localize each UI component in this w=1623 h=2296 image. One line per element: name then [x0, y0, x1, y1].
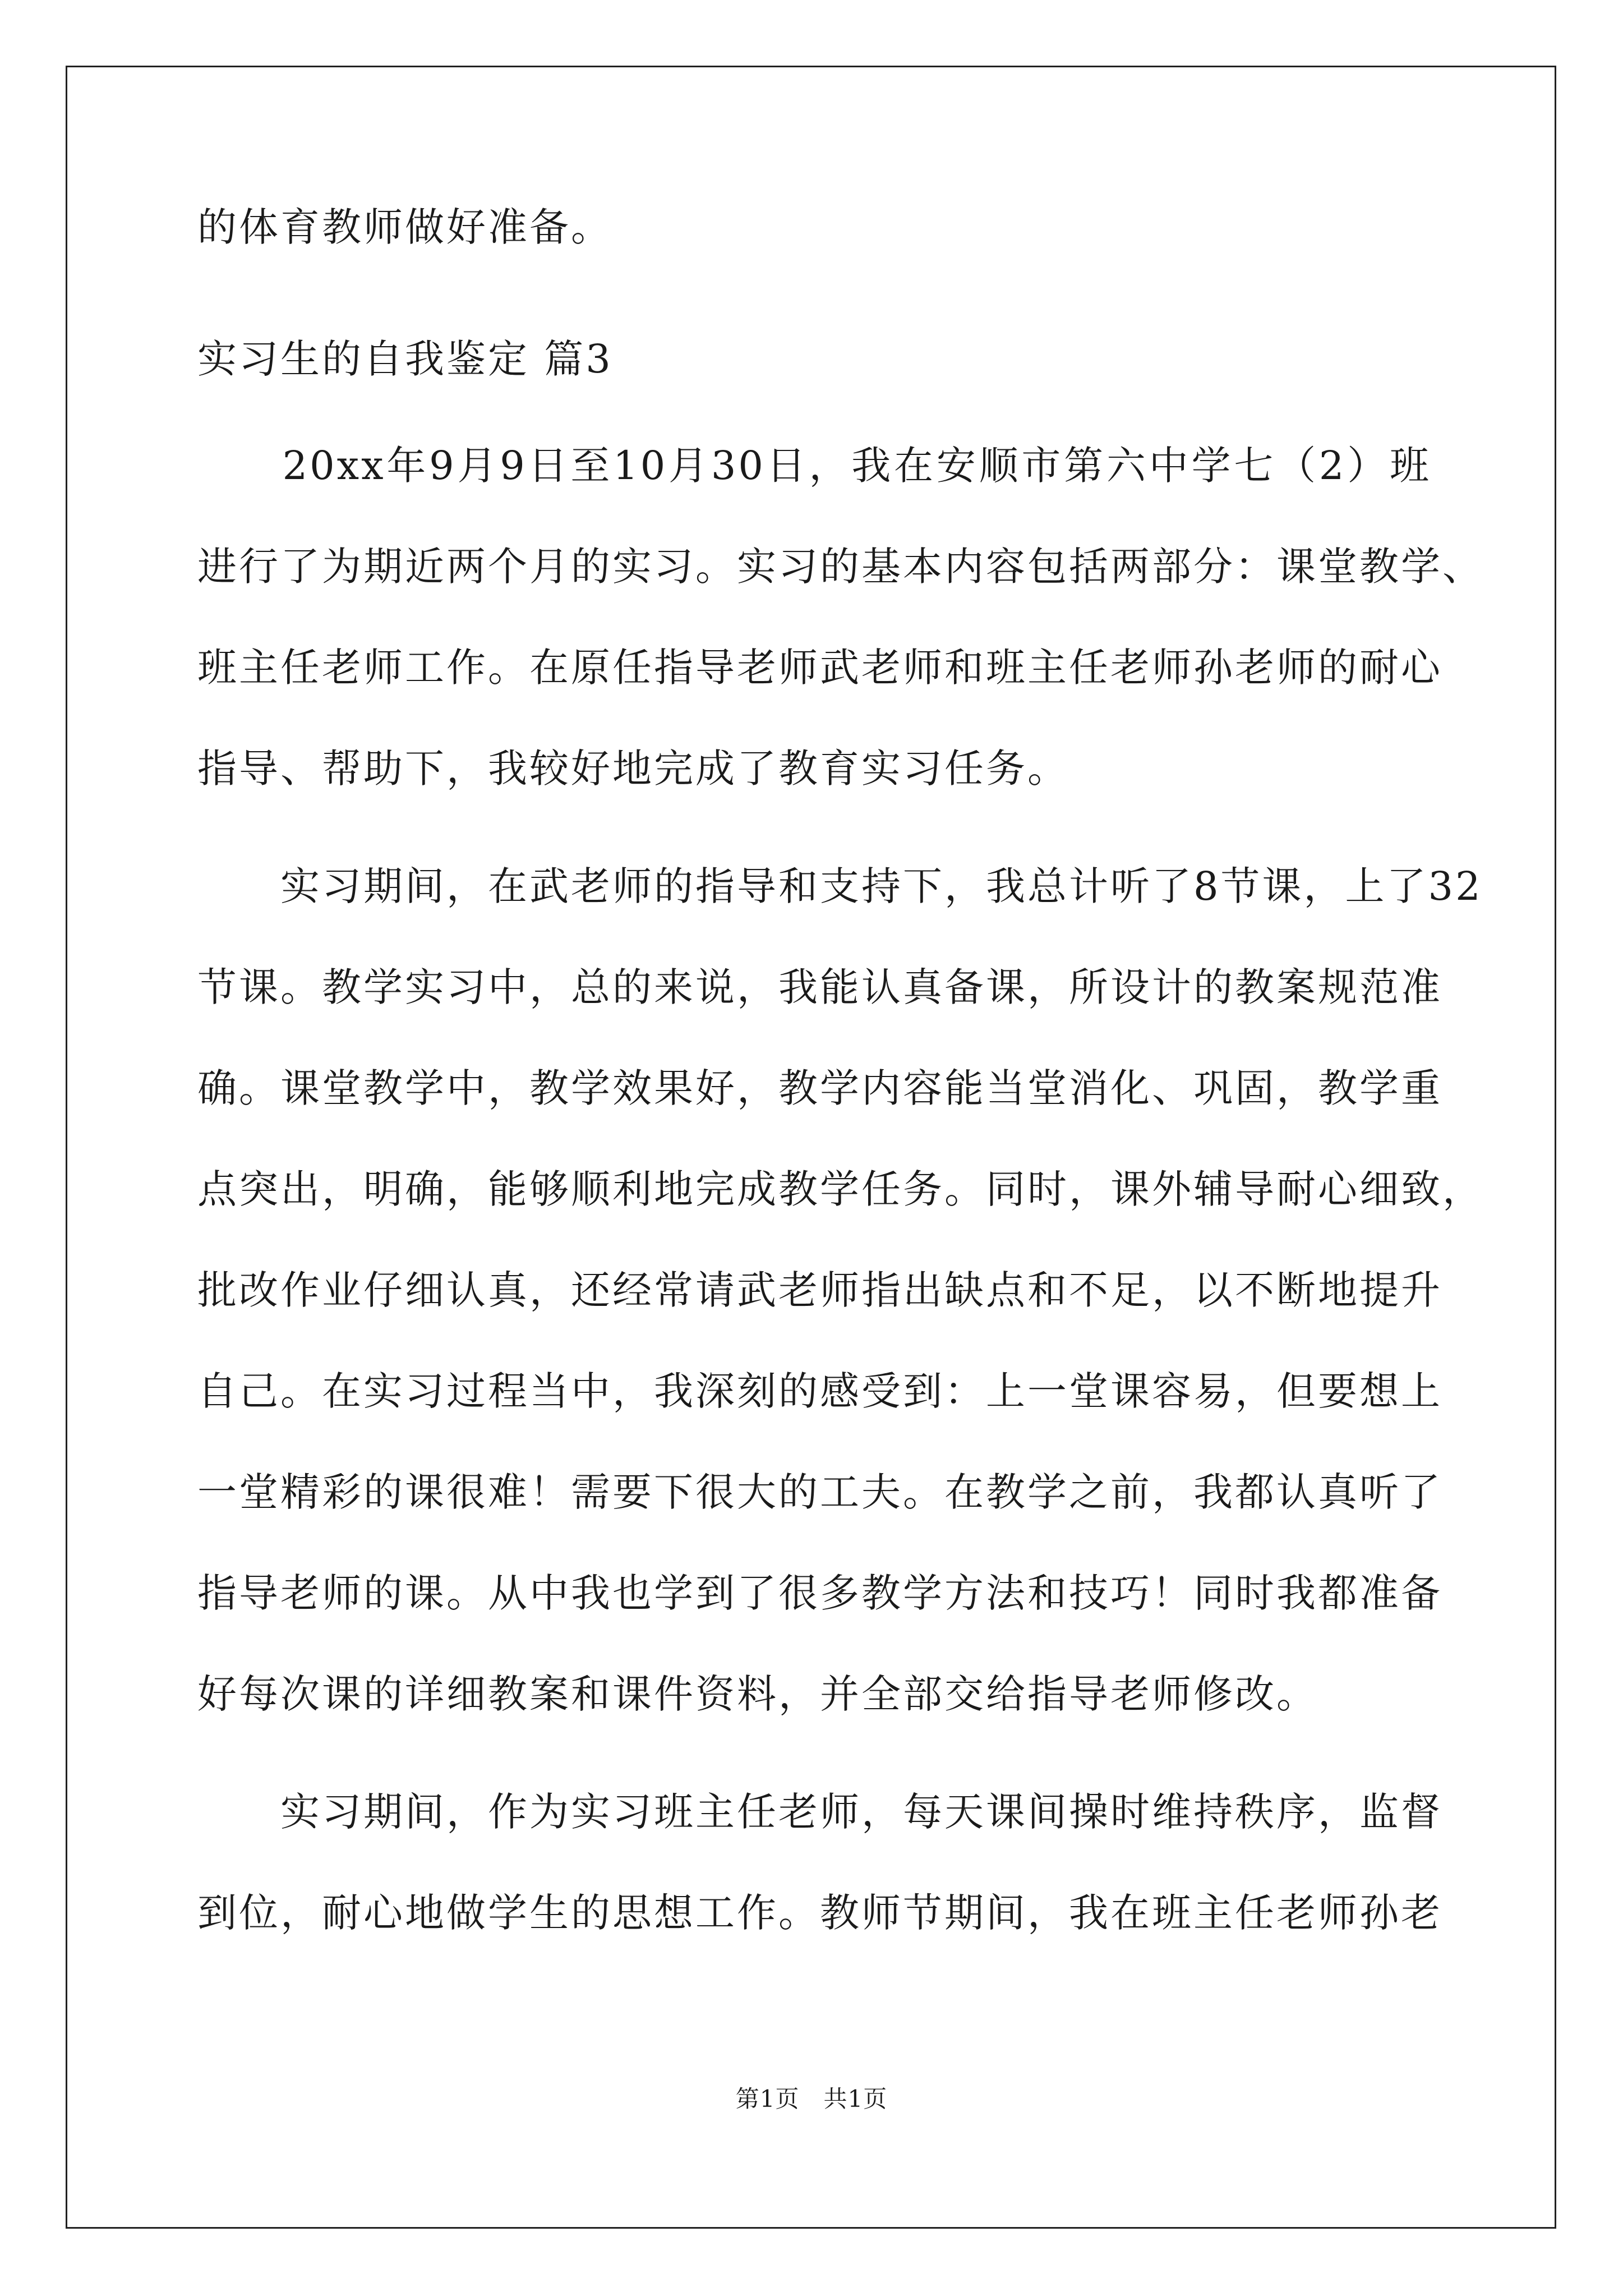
text-line: 点突出，明确，能够顺利地完成教学任务。同时，课外辅导耐心细致， [197, 1166, 1484, 1212]
text-line: 确。课堂教学中，教学效果好，教学内容能当堂消化、巩固，教学重 [197, 1065, 1442, 1111]
text-line: 20xx年9月9日至10月30日，我在安顺市第六中学七（2）班 [197, 443, 1431, 489]
text-line: 的体育教师做好准备。 [197, 204, 612, 250]
text-line: 进行了为期近两个月的实习。实习的基本内容包括两部分：课堂教学、 [197, 544, 1484, 590]
text-line: 到位，耐心地做学生的思想工作。教师节期间，我在班主任老师孙老 [197, 1890, 1442, 1936]
text-line: 指导、帮助下，我较好地完成了教育实习任务。 [197, 746, 1069, 792]
text-line: 班主任老师工作。在原任指导老师武老师和班主任老师孙老师的耐心 [197, 645, 1442, 691]
text-line: 自己。在实习过程当中，我深刻的感受到：上一堂课容易，但要想上 [197, 1368, 1442, 1414]
section-heading: 实习生的自我鉴定 篇3 [197, 336, 613, 382]
text-line: 一堂精彩的课很难！需要下很大的工夫。在教学之前，我都认真听了 [197, 1469, 1442, 1515]
text-line: 节课。教学实习中，总的来说，我能认真备课，所设计的教案规范准 [197, 964, 1442, 1010]
text-line: 实习期间，作为实习班主任老师，每天课间操时维持秩序，监督 [197, 1789, 1442, 1835]
text-line: 实习期间，在武老师的指导和支持下，我总计听了8节课，上了32 [197, 863, 1483, 909]
page-footer: 第1页 共1页 [735, 2085, 888, 2113]
text-line: 好每次课的详细教案和课件资料，并全部交给指导老师修改。 [197, 1671, 1318, 1717]
text-line: 指导老师的课。从中我也学到了很多教学方法和技巧！同时我都准备 [197, 1570, 1442, 1616]
text-line: 批改作业仔细认真，还经常请武老师指出缺点和不足，以不断地提升 [197, 1267, 1442, 1313]
